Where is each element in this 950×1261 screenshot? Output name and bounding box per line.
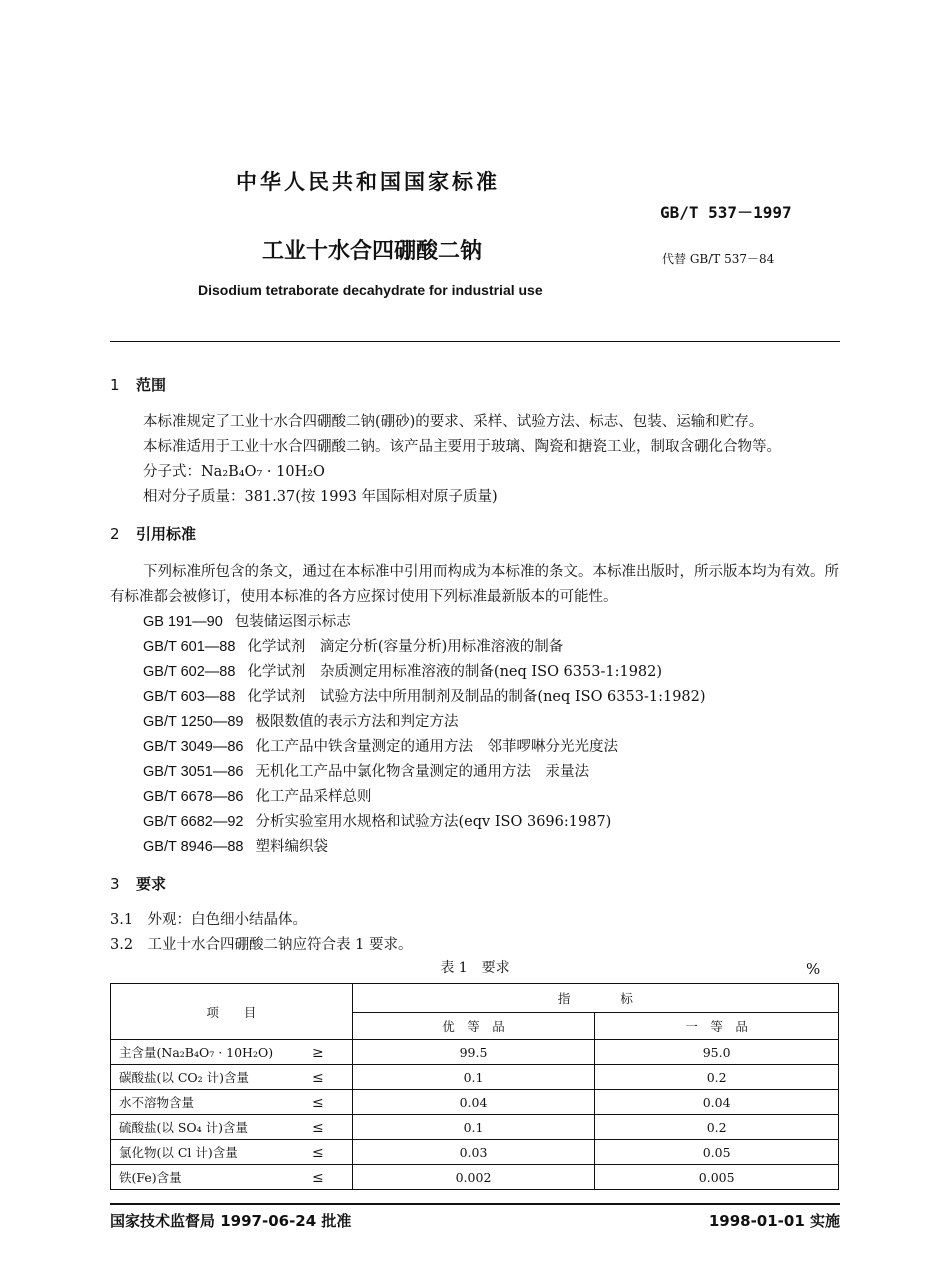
superior-value: 0.1 [352,1115,595,1140]
reference-title: 化工产品中铁含量测定的通用方法 邻菲啰啉分光光度法 [255,739,618,755]
reference-code: GB/T 8946—88 [143,839,244,855]
superior-value: 0.1 [352,1065,595,1090]
header-item: 项 目 [111,984,353,1040]
header-divider [110,341,840,342]
item-label: 铁(Fe)含量 [119,1170,182,1185]
document-title-en: Disodium tetraborate decahydrate for industrial use [198,282,543,298]
comparison-operator: ≤ [311,1095,324,1111]
section-title: 范围 [136,376,167,394]
table-row [111,1040,839,1065]
reference-code: GB/T 1250—89 [143,714,244,730]
molecular-mass: 相对分子质量：381.37(按 1993 年国际相对原子质量) [143,489,498,505]
superior-value: 0.03 [352,1140,595,1165]
header-first-grade: 一 等 品 [595,1013,839,1040]
table-unit: % [806,960,821,978]
table-caption: 表 1 要求 [440,960,510,976]
reference-item [143,760,589,781]
item-label: 氯化物(以 Cl 计)含量 [119,1145,238,1160]
section-number: 2 [110,525,120,543]
standard-number: GB/T 537－1997 [660,203,792,222]
table-row [111,1115,839,1140]
footer-divider [110,1203,840,1205]
reference-title: 化学试剂 滴定分析(容量分析)用标准溶液的制备 [247,639,564,655]
section-number: 1 [110,376,120,394]
molecular-formula: 分子式：Na₂B₄O₇ · 10H₂O [143,464,325,480]
reference-item [143,710,459,731]
references-intro: 下列标准所包含的条文，通过在本标准中引用而构成为本标准的条文。本标准出版时，所示版本均为有效。所有标准都会被修订，使用本标准的各方应探讨使用下列标准最新版本的可能性。 [110,564,839,605]
comparison-operator: ≤ [311,1070,324,1086]
reference-code: GB/T 3051—86 [143,764,244,780]
reference-title: 分析实验室用水规格和试验方法(eqv ISO 3696:1987) [255,814,612,830]
document-title-cn: 工业十水合四硼酸二钠 [262,239,483,264]
reference-item [143,735,618,756]
section-title: 引用标准 [136,525,197,543]
reference-title: 极限数值的表示方法和判定方法 [255,714,459,730]
reference-title: 无机化工产品中氯化物含量测定的通用方法 汞量法 [255,764,589,780]
superior-value: 0.04 [352,1090,595,1115]
row-item [111,1040,353,1065]
replaces-standard: 代替 GB/T 537－84 [662,252,775,266]
reference-item [143,660,662,681]
first-value: 0.04 [595,1090,839,1115]
row-item [111,1165,353,1190]
reference-title: 化工产品采样总则 [255,789,372,805]
reference-code: GB/T 6678—86 [143,789,244,805]
reference-title: 化学试剂 试验方法中所用制剂及制品的制备(neq ISO 6353-1:1982) [247,689,706,705]
superior-value: 99.5 [352,1040,595,1065]
comparison-operator: ≤ [311,1145,324,1161]
reference-title: 包装储运图示标志 [234,614,351,630]
reference-item [143,610,351,631]
reference-item [143,810,611,831]
reference-item [143,785,372,806]
reference-item [143,685,706,706]
section-number: 3 [110,875,120,893]
first-value: 95.0 [595,1040,839,1065]
comparison-operator: ≥ [311,1045,324,1061]
item-label: 水不溶物含量 [119,1095,195,1110]
section-1-heading [110,374,166,395]
clause-3-1: 3.1 外观：白色细小结晶体。 [110,912,308,928]
table-row [111,1165,839,1190]
comparison-operator: ≤ [311,1170,324,1186]
first-value: 0.2 [595,1115,839,1140]
reference-code: GB/T 602—88 [143,664,236,680]
comparison-operator: ≤ [311,1120,324,1136]
item-label: 主含量(Na₂B₄O₇ · 10H₂O) [119,1045,274,1060]
section-2-heading [110,523,196,544]
item-label: 碳酸盐(以 CO₂ 计)含量 [119,1070,250,1085]
header-superior-grade: 优 等 品 [352,1013,595,1040]
row-item [111,1090,353,1115]
requirements-table [110,983,839,1190]
reference-code: GB/T 6682—92 [143,814,244,830]
reference-title: 塑料编织袋 [255,839,328,855]
reference-item [143,835,328,856]
reference-title: 化学试剂 杂质测定用标准溶液的制备(neq ISO 6353-1:1982) [247,664,663,680]
row-item [111,1065,353,1090]
scope-paragraph-2: 本标准适用于工业十水合四硼酸二钠。该产品主要用于玻璃、陶瓷和搪瓷工业，制取含硼化合物等。 [143,439,781,455]
reference-code: GB/T 603—88 [143,689,236,705]
effective-date: 1998-01-01 实施 [708,1212,840,1230]
reference-item [143,635,563,656]
superior-value: 0.002 [352,1165,595,1190]
clause-3-2: 3.2 工业十水合四硼酸二钠应符合表 1 要求。 [110,937,413,953]
scope-paragraph-1: 本标准规定了工业十水合四硼酸二钠(硼砂)的要求、采样、试验方法、标志、包装、运输和贮存。 [143,414,764,430]
first-value: 0.05 [595,1140,839,1165]
section-title: 要求 [136,875,167,893]
table-row [111,1140,839,1165]
row-item [111,1140,353,1165]
header-index: 指 标 [352,984,838,1013]
section-3-heading [110,873,166,894]
reference-code: GB/T 601—88 [143,639,236,655]
row-item [111,1115,353,1140]
national-standard-heading: 中华人民共和国国家标准 [236,170,500,194]
reference-code: GB 191—90 [143,614,223,630]
reference-code: GB/T 3049—86 [143,739,244,755]
first-value: 0.2 [595,1065,839,1090]
item-label: 硫酸盐(以 SO₄ 计)含量 [119,1120,249,1135]
table-header-row [111,984,839,1013]
table-row [111,1065,839,1090]
approval-date: 国家技术监督局 1997-06-24 批准 [110,1212,352,1230]
first-value: 0.005 [595,1165,839,1190]
table-row [111,1090,839,1115]
